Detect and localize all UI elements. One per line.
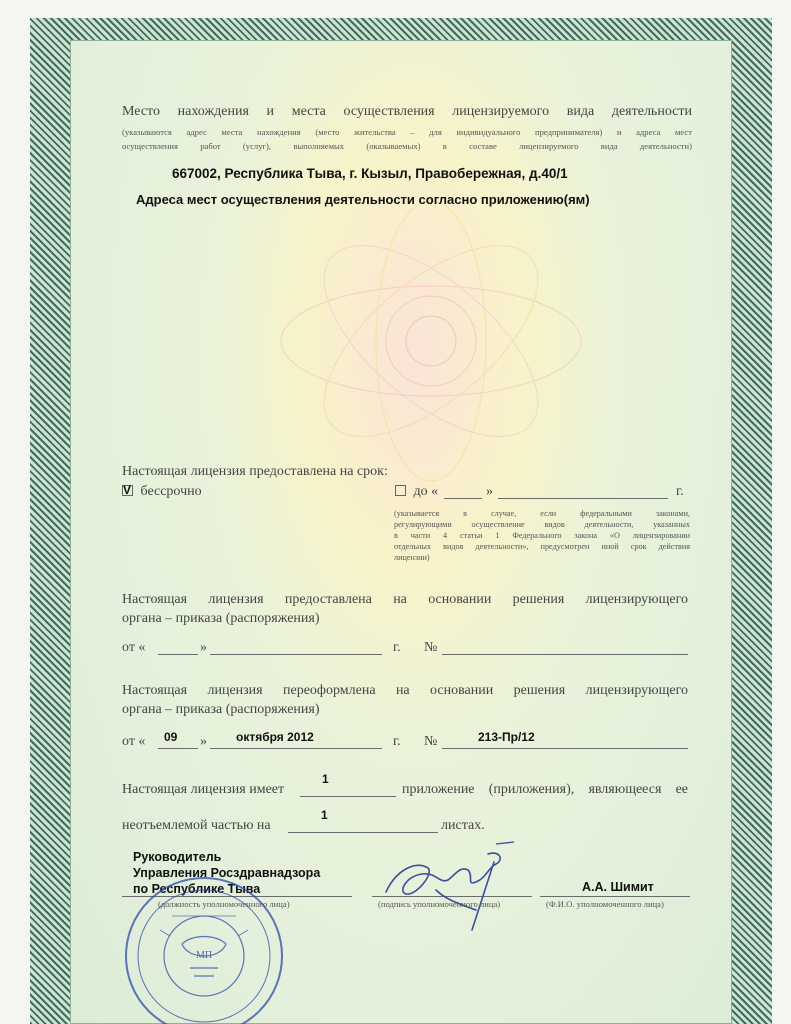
granted-number-line — [442, 654, 688, 655]
reissued-date-line — [210, 748, 382, 749]
granted-line-2: органа – приказа (распоряжения) — [122, 611, 320, 626]
term-note-1: (указывается в случае, если федеральными законами, — [394, 509, 690, 518]
position-caption: (должность уполномоченного лица) — [158, 899, 290, 909]
check-mark: V — [123, 483, 132, 497]
appendix-sheets-line — [288, 832, 438, 833]
reissued-day-line — [158, 748, 198, 749]
term-note-4: отдельных видов деятельности», предусмотрен иной срок действия — [394, 542, 690, 551]
signatory-title-line-3: по Республике Тыва — [133, 882, 261, 896]
location-heading: Место нахождения и места осуществления лицензируемого вида деятельности — [122, 104, 692, 119]
name-line — [540, 896, 690, 897]
granted-line-1: Настоящая лицензия предоставлена на основании решения лицензирующего — [122, 592, 688, 607]
term-unlimited-label: бессрочно — [140, 484, 202, 499]
granted-year-suffix: г. — [393, 640, 401, 655]
term-note — [394, 508, 690, 563]
appendix-count-value: 1 — [322, 772, 329, 786]
reissued-number-line — [442, 748, 688, 749]
address-value: 667002, Республика Тыва, г. Кызыл, Правобережная, д.40/1 — [172, 166, 568, 181]
stamp-center-text: МП — [195, 950, 213, 961]
signatory-title-line-1: Руководитель — [133, 850, 222, 864]
official-stamp — [112, 876, 292, 1024]
term-date-line — [498, 498, 668, 499]
activity-places-value: Адреса мест осуществления деятельности согласно приложению(ям) — [136, 192, 590, 207]
term-unlimited-option — [122, 484, 202, 500]
handwritten-signature — [376, 840, 526, 940]
term-heading: Настоящая лицензия предоставлена на срок: — [122, 464, 388, 479]
location-note-1: (указываются адрес места нахождения (место жительства – для индивидуального предпринимателя) и адреса мест — [122, 127, 692, 137]
term-note-5: лицензии) — [394, 553, 430, 562]
name-caption: (Ф.И.О. уполномоченного лица) — [546, 899, 664, 909]
appendix-line-1-prefix: Настоящая лицензия имеет — [122, 782, 285, 797]
reissued-close-quote: » — [200, 734, 207, 749]
term-until-option — [395, 484, 438, 500]
term-note-2: регулирующими осуществление видов деятельности, указанных — [394, 520, 690, 529]
signatory-title-line-2: Управления Росздравнадзора — [133, 866, 321, 880]
appendix-line-1-suffix: приложение (приложения), являющееся ее — [402, 782, 688, 797]
granted-close-quote: » — [200, 640, 207, 655]
term-day-line — [444, 498, 482, 499]
location-note-2: осуществления работ (услуг), выполняемых (оказываемых) в составе лицензируемого вида деятельности) — [122, 141, 692, 151]
granted-number-label: № — [424, 640, 438, 655]
guilloche-rosette — [251, 191, 611, 491]
term-close-quote: » — [486, 484, 493, 499]
granted-day-line — [158, 654, 198, 655]
reissued-line-1: Настоящая лицензия переоформлена на основании решения лицензирующего — [122, 683, 688, 698]
reissued-day-value: 09 — [164, 730, 178, 744]
reissued-line-2: органа – приказа (распоряжения) — [122, 702, 320, 717]
appendix-count-line — [300, 796, 396, 797]
granted-date-line — [210, 654, 382, 655]
appendix-line-2-prefix: неотъемлемой частью на — [122, 818, 271, 833]
term-year-suffix: г. — [676, 484, 684, 499]
reissued-number-value: 213-Пр/12 — [478, 730, 535, 744]
reissued-number-label: № — [424, 734, 438, 749]
reissued-from-label: от « — [122, 734, 146, 749]
reissued-year-suffix: г. — [393, 734, 401, 749]
term-until-label: до « — [413, 484, 439, 499]
reissued-month-year-value: октября 2012 — [236, 730, 314, 744]
signature-caption: (подпись уполномоченного лица) — [378, 899, 501, 909]
term-note-3: в части 4 статьи 1 Федерального закона «О лицензировании — [394, 531, 690, 540]
checkbox-empty-icon — [395, 485, 406, 496]
appendix-line-2-suffix: листах. — [441, 818, 485, 833]
appendix-sheets-value: 1 — [321, 808, 328, 822]
granted-from-label: от « — [122, 640, 146, 655]
signatory-name: А.А. Шимит — [582, 880, 654, 894]
